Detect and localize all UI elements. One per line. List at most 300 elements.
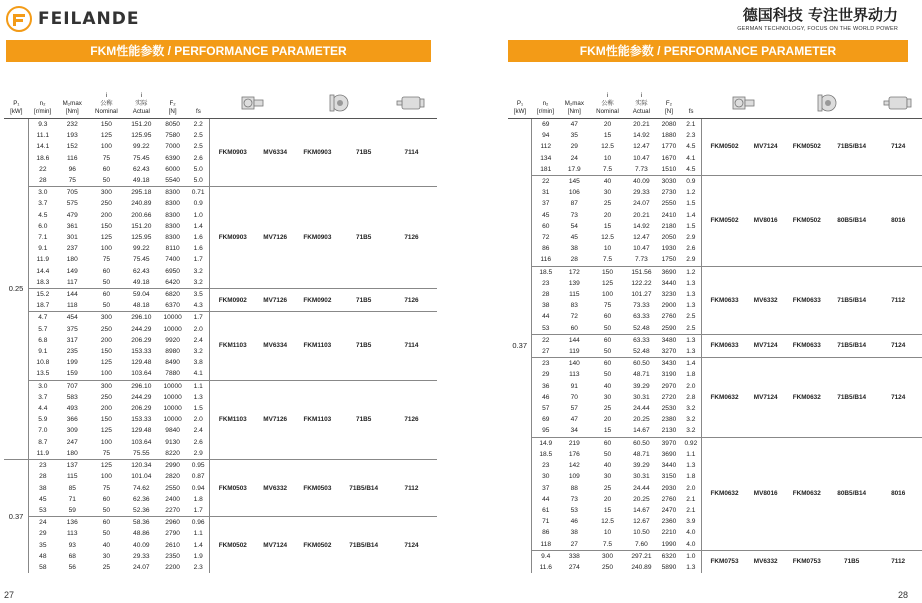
- cell-value: 25: [102, 563, 111, 571]
- cell-value: 29.33: [133, 552, 150, 560]
- torque-header: [559, 86, 589, 119]
- cell-value: 45: [39, 495, 47, 503]
- header-label: i: [606, 92, 609, 99]
- cell-value: 70: [570, 393, 578, 401]
- model-code: 7124: [891, 143, 906, 151]
- model-code: FKM0632: [785, 358, 829, 437]
- model-code: 7112: [874, 266, 921, 334]
- cell-value: 1.9: [193, 552, 203, 560]
- page-number: 27: [4, 590, 15, 600]
- icon-header: [702, 86, 785, 119]
- cell-value: 2990: [158, 460, 188, 472]
- cell-value: 2.0: [193, 325, 203, 333]
- cell-value: 20.21: [633, 211, 650, 219]
- cell-value: 75.55: [133, 449, 150, 457]
- cell-value: 30: [603, 473, 612, 481]
- cell-value: 244.29: [131, 325, 152, 333]
- ratio-actual-header: [625, 86, 657, 119]
- cell-value: 2360: [661, 518, 677, 526]
- model-code: 7124: [874, 334, 921, 357]
- cell-value: 60.50: [625, 358, 657, 370]
- cell-value: 237: [66, 245, 78, 253]
- cell-value: 37: [542, 200, 550, 208]
- cell-value: 149: [66, 267, 78, 275]
- icon-header: [874, 86, 921, 119]
- table-row: [508, 266, 922, 278]
- table-row: [508, 550, 922, 562]
- cell-value: 200: [100, 211, 112, 219]
- cell-value: 37: [542, 484, 550, 492]
- cell-value: 14.67: [633, 427, 650, 435]
- cell-value: 100: [100, 370, 112, 378]
- model-code: FKM0503: [209, 460, 256, 517]
- cell-value: 69: [542, 121, 550, 128]
- model-code: FKM0902: [209, 289, 256, 312]
- cell-value: 300: [88, 187, 125, 199]
- cell-value: 1510: [661, 165, 677, 173]
- cell-value: 52.48: [633, 348, 650, 356]
- header-label: P₁: [13, 100, 20, 107]
- cell-value: 34: [570, 427, 578, 435]
- model-code: MV7124: [747, 358, 785, 437]
- cell-value: 2350: [165, 552, 180, 560]
- cell-value: 73.33: [633, 302, 650, 310]
- cell-value: 94: [542, 132, 550, 140]
- cell-value: 49.18: [133, 278, 150, 286]
- cell-value: 375: [66, 325, 78, 333]
- cell-value: 172: [559, 266, 589, 278]
- cell-value: 22: [39, 165, 47, 173]
- table-header: [4, 86, 436, 119]
- cell-value: 309: [66, 427, 78, 435]
- cell-value: 49.18: [133, 177, 150, 185]
- cell-value: 125: [601, 279, 613, 287]
- cell-value: 2180: [661, 222, 677, 230]
- cell-value: 151.56: [625, 266, 657, 278]
- model-code: 7114: [387, 312, 436, 380]
- cell-value: 2610: [165, 541, 180, 549]
- cell-value: 18.3: [36, 278, 50, 286]
- model-code: FKM0903: [303, 149, 332, 156]
- cell-value: 150: [100, 222, 112, 230]
- header-label: Nominal: [95, 108, 118, 115]
- cell-value: 3.5: [188, 289, 210, 301]
- cell-value: 50: [102, 177, 111, 185]
- cell-value: 134: [540, 154, 552, 162]
- cell-value: 144: [57, 289, 88, 301]
- section-banner: FKM性能参数 / PERFORMANCE PARAMETER: [6, 40, 431, 62]
- cell-value: 2.5: [686, 313, 696, 321]
- cell-value: 109: [568, 473, 580, 481]
- cell-value: 20: [603, 211, 612, 219]
- cell-value: 7.0: [38, 427, 48, 435]
- cell-value: 27: [570, 540, 578, 548]
- motor-icon: [883, 93, 913, 116]
- cell-value: 0.92: [681, 437, 702, 449]
- cell-value: 72: [542, 234, 550, 242]
- header-label: [r/min]: [33, 108, 52, 115]
- worm-gear-icon: [328, 93, 354, 116]
- cell-value: 24.07: [133, 563, 150, 571]
- cell-value: 115: [67, 473, 78, 481]
- cell-value: 24.44: [633, 405, 650, 413]
- cell-value: 20.25: [633, 495, 650, 503]
- cell-value: 1.2: [681, 266, 702, 278]
- header-label: 公称: [100, 100, 113, 107]
- cell-value: 2.3: [193, 563, 203, 571]
- header-label: [N]: [168, 108, 177, 115]
- cell-value: 30: [542, 473, 550, 481]
- cell-value: 7400: [165, 256, 180, 264]
- cell-value: 1.1: [193, 530, 203, 538]
- cell-value: 206.29: [131, 405, 152, 413]
- cell-value: 3190: [661, 371, 677, 379]
- cell-value: 83: [570, 302, 578, 310]
- header-label: P₁: [516, 100, 524, 107]
- cell-value: 3690: [657, 266, 680, 278]
- cell-value: 7.73: [634, 256, 648, 264]
- cell-value: 93: [68, 541, 76, 549]
- cell-value: 1.3: [686, 348, 696, 356]
- cell-value: 113: [569, 371, 580, 379]
- cell-value: 7000: [165, 143, 180, 151]
- cell-value: 86: [542, 245, 550, 253]
- cell-value: 2760: [661, 495, 677, 503]
- model-code: FKM1103: [209, 312, 256, 380]
- cell-value: 125: [88, 460, 125, 472]
- cell-value: 101.04: [131, 473, 152, 481]
- cell-value: 3690: [661, 450, 677, 458]
- cell-value: 53: [570, 506, 578, 514]
- model-code: FKM0502: [702, 176, 747, 267]
- cell-value: 75: [102, 449, 111, 457]
- model-code: MV7124: [747, 334, 785, 357]
- cell-value: 1.4: [193, 541, 203, 549]
- output-speed-header: [532, 86, 559, 119]
- cell-value: 36: [542, 382, 550, 390]
- cell-value: 46: [570, 518, 578, 526]
- cell-value: 68: [68, 552, 76, 560]
- cell-value: 1930: [661, 245, 677, 253]
- cell-value: 100: [100, 245, 112, 253]
- cell-value: 58.36: [125, 517, 158, 529]
- header-label: [Nm]: [567, 108, 581, 115]
- model-code: 7124: [874, 358, 921, 437]
- cell-value: 74.62: [133, 484, 150, 492]
- cell-value: 145: [559, 176, 589, 188]
- table-row: [508, 334, 922, 346]
- cell-value: 1.8: [193, 495, 203, 503]
- cell-value: 13.5: [36, 370, 50, 378]
- cell-value: 3480: [657, 334, 680, 346]
- cell-value: 60: [590, 358, 626, 370]
- table-row: [508, 119, 922, 131]
- model-code: FKM0633: [702, 334, 747, 357]
- model-code: FKM0502: [792, 143, 821, 151]
- cell-value: 15: [603, 506, 612, 514]
- cell-value: 366: [66, 416, 78, 424]
- cell-value: 25: [603, 200, 612, 208]
- cell-value: 707: [57, 380, 88, 392]
- cell-value: 56: [68, 563, 76, 571]
- cell-value: 1.3: [193, 393, 203, 401]
- cell-value: 2210: [661, 529, 677, 537]
- cell-value: 100: [100, 473, 112, 481]
- model-code: FKM0632: [785, 437, 829, 550]
- cell-value: 6420: [165, 278, 180, 286]
- cell-value: 0.9: [193, 200, 203, 208]
- cell-value: 11.9: [36, 256, 50, 264]
- cell-value: 1.4: [193, 222, 203, 230]
- cell-value: 2050: [661, 234, 677, 242]
- cell-value: 23: [532, 358, 559, 370]
- cell-value: 125.95: [131, 132, 152, 140]
- model-code: FKM0502: [295, 517, 341, 574]
- power-header: [4, 86, 29, 119]
- cell-value: 2900: [661, 302, 677, 310]
- cell-value: 1.7: [193, 506, 203, 514]
- cell-value: 60: [590, 437, 626, 449]
- cell-value: 1670: [661, 154, 677, 162]
- model-code: 7126: [387, 289, 436, 312]
- cell-value: 9130: [165, 438, 180, 446]
- cell-value: 50: [102, 530, 111, 538]
- cell-value: 5890: [661, 563, 677, 571]
- cell-value: 274: [568, 563, 580, 571]
- cell-value: 6950: [165, 267, 180, 275]
- cell-value: 116: [540, 256, 551, 264]
- model-code: MV6334: [256, 312, 295, 380]
- model-code: 7126: [387, 187, 436, 289]
- cell-value: 1.6: [193, 245, 203, 253]
- cell-value: 122.22: [631, 279, 652, 287]
- cell-value: 50: [102, 302, 111, 310]
- ratio-nominal-header: [590, 86, 626, 119]
- cell-value: 10000: [163, 393, 182, 401]
- cell-value: 300: [590, 550, 626, 562]
- cell-value: 12.5: [601, 143, 614, 151]
- model-code: 7124: [387, 517, 436, 574]
- cell-value: 7.60: [634, 540, 648, 548]
- cell-value: 2130: [661, 427, 677, 435]
- performance-table: [508, 86, 922, 573]
- cell-value: 9.4: [532, 550, 559, 562]
- cell-value: 95: [542, 427, 550, 435]
- header-label: Actual: [132, 108, 150, 115]
- model-code: FKM0502: [785, 176, 829, 267]
- cell-value: 11.6: [539, 563, 552, 571]
- cell-value: 20: [603, 416, 612, 424]
- cell-value: 1.4: [681, 358, 702, 370]
- cell-value: 2.2: [193, 121, 203, 128]
- header-label: M₂max: [564, 100, 584, 107]
- cell-value: 96: [68, 165, 76, 173]
- cell-value: 24.44: [633, 484, 650, 492]
- cell-value: 20.25: [633, 416, 650, 424]
- ratio-actual-header: [125, 86, 158, 119]
- cell-value: 583: [66, 393, 78, 401]
- cell-value: 10000: [163, 416, 182, 424]
- feilande-logo-icon: [6, 6, 32, 32]
- model-code: 7112: [387, 460, 436, 517]
- cell-value: 1880: [661, 132, 677, 140]
- cell-value: 129.48: [131, 359, 152, 367]
- cell-value: 52.36: [133, 506, 150, 514]
- cell-value: 75: [603, 302, 612, 310]
- table-row: [508, 358, 922, 370]
- cell-value: 235: [66, 348, 78, 356]
- cell-value: 1750: [661, 256, 677, 264]
- cell-value: 3230: [661, 291, 677, 299]
- model-code: 71B5: [340, 289, 387, 312]
- model-code: MV8016: [747, 437, 785, 550]
- cell-value: 4.3: [193, 302, 203, 310]
- model-code: 8016: [874, 176, 921, 267]
- cell-value: 8050: [165, 121, 180, 128]
- cell-value: 48: [39, 552, 47, 560]
- model-code: 71B5/B14: [340, 460, 387, 517]
- cell-value: 3.8: [193, 359, 203, 367]
- cell-value: 63.33: [625, 334, 657, 346]
- cell-value: 63.33: [633, 313, 650, 321]
- model-code: FKM0632: [702, 358, 747, 437]
- model-code: MV6334: [263, 149, 288, 156]
- cell-value: 48.71: [633, 450, 650, 458]
- cell-value: 30: [102, 552, 111, 560]
- cell-value: 22: [532, 334, 559, 346]
- cell-value: 129.48: [131, 427, 152, 435]
- cell-value: 23: [29, 460, 57, 472]
- cell-value: 35: [570, 132, 578, 140]
- model-code: FKM0753: [785, 550, 829, 573]
- right-page: [460, 0, 908, 603]
- model-code: FKM0633: [785, 334, 829, 357]
- performance-table: [4, 86, 436, 573]
- table-row: [4, 517, 436, 529]
- cell-value: 295.18: [125, 187, 158, 199]
- cell-value: 1.0: [193, 211, 203, 219]
- cell-value: 38: [39, 484, 47, 492]
- model-code: MV7126: [256, 380, 295, 459]
- cell-value: 1.2: [686, 189, 696, 197]
- model-code: 80B5/B14: [829, 437, 875, 550]
- cell-value: 60: [102, 165, 111, 173]
- cell-value: 29.33: [633, 189, 650, 197]
- cell-value: 0.9: [681, 176, 702, 188]
- cell-value: 75: [68, 177, 76, 185]
- cell-value: 4.5: [38, 211, 48, 219]
- cell-value: 3.2: [193, 278, 203, 286]
- cell-value: 29: [39, 530, 47, 538]
- cell-value: 2.5: [193, 143, 203, 151]
- cell-value: 46: [542, 393, 550, 401]
- cell-value: 103.64: [131, 370, 152, 378]
- cell-value: 3.2: [686, 427, 696, 435]
- cell-value: 136: [57, 517, 88, 529]
- table-header: [508, 86, 922, 119]
- cell-value: 1.3: [686, 302, 696, 310]
- header-label: [kW]: [513, 108, 527, 115]
- cell-value: 199: [66, 359, 78, 367]
- cell-value: 2590: [661, 324, 677, 332]
- cell-value: 6370: [165, 302, 180, 310]
- cell-value: 118: [67, 302, 78, 310]
- cell-value: 18.5: [539, 450, 553, 458]
- cell-value: 14.1: [36, 143, 50, 151]
- cell-value: 2.5: [686, 324, 696, 332]
- cell-value: 7.5: [602, 256, 613, 264]
- cell-value: 4.0: [686, 529, 696, 537]
- model-code: 71B5: [829, 550, 875, 573]
- cell-value: 2.4: [193, 336, 203, 344]
- cell-value: 72: [570, 313, 578, 321]
- cell-value: 12.47: [633, 143, 650, 151]
- cell-value: 5.0: [193, 177, 203, 185]
- cell-value: 50: [102, 506, 111, 514]
- cell-value: 0.96: [188, 517, 210, 529]
- header-label: n₂: [542, 100, 549, 107]
- cell-value: 85: [68, 484, 76, 492]
- cell-value: 1.8: [686, 473, 696, 481]
- cell-value: 1.3: [686, 563, 696, 571]
- cell-value: 2380: [661, 416, 677, 424]
- cell-value: 9920: [165, 336, 180, 344]
- cell-value: 0.94: [191, 484, 205, 492]
- cell-value: 10: [603, 245, 612, 253]
- cell-value: 29: [570, 143, 578, 151]
- cell-value: 99.22: [133, 143, 150, 151]
- model-code: 71B5/B14: [340, 517, 387, 574]
- cell-value: 22: [532, 176, 559, 188]
- cell-value: 2.5: [193, 132, 203, 140]
- cell-value: 250: [100, 325, 112, 333]
- cell-value: 40.09: [625, 176, 657, 188]
- cell-value: 3.9: [686, 518, 696, 526]
- cell-value: 3440: [661, 462, 677, 470]
- model-code: FKM1103: [295, 312, 341, 380]
- cell-value: 50: [603, 348, 612, 356]
- cell-value: 150: [100, 348, 112, 356]
- cell-value: 14.4: [36, 267, 50, 275]
- cell-value: 2790: [165, 530, 180, 538]
- section-banner: FKM性能参数 / PERFORMANCE PARAMETER: [508, 40, 908, 62]
- cell-value: 200: [100, 336, 112, 344]
- cell-value: 17.9: [567, 165, 581, 173]
- cell-value: 10000: [158, 312, 188, 324]
- cell-value: 2400: [165, 495, 180, 503]
- header-label: i: [140, 92, 142, 99]
- cell-value: 296.10: [125, 312, 158, 324]
- cell-value: 338: [559, 550, 589, 562]
- cell-value: 250: [100, 200, 112, 208]
- cell-value: 71: [542, 518, 550, 526]
- cell-value: 3.2: [686, 416, 696, 424]
- cell-value: 4.0: [686, 540, 696, 548]
- cell-value: 57: [570, 405, 578, 413]
- cell-value: 38: [570, 529, 578, 537]
- cell-value: 50: [603, 371, 612, 379]
- cell-value: 454: [57, 312, 88, 324]
- model-code: 71B5/B14: [829, 334, 875, 357]
- model-code: FKM1103: [295, 380, 341, 459]
- cell-value: 53: [542, 324, 550, 332]
- cell-value: 1.3: [686, 291, 696, 299]
- cell-value: 1.3: [681, 334, 702, 346]
- cell-value: 8300: [165, 200, 180, 208]
- cell-value: 6320: [657, 550, 680, 562]
- table-body: [508, 119, 922, 574]
- cell-value: 2.9: [686, 256, 696, 264]
